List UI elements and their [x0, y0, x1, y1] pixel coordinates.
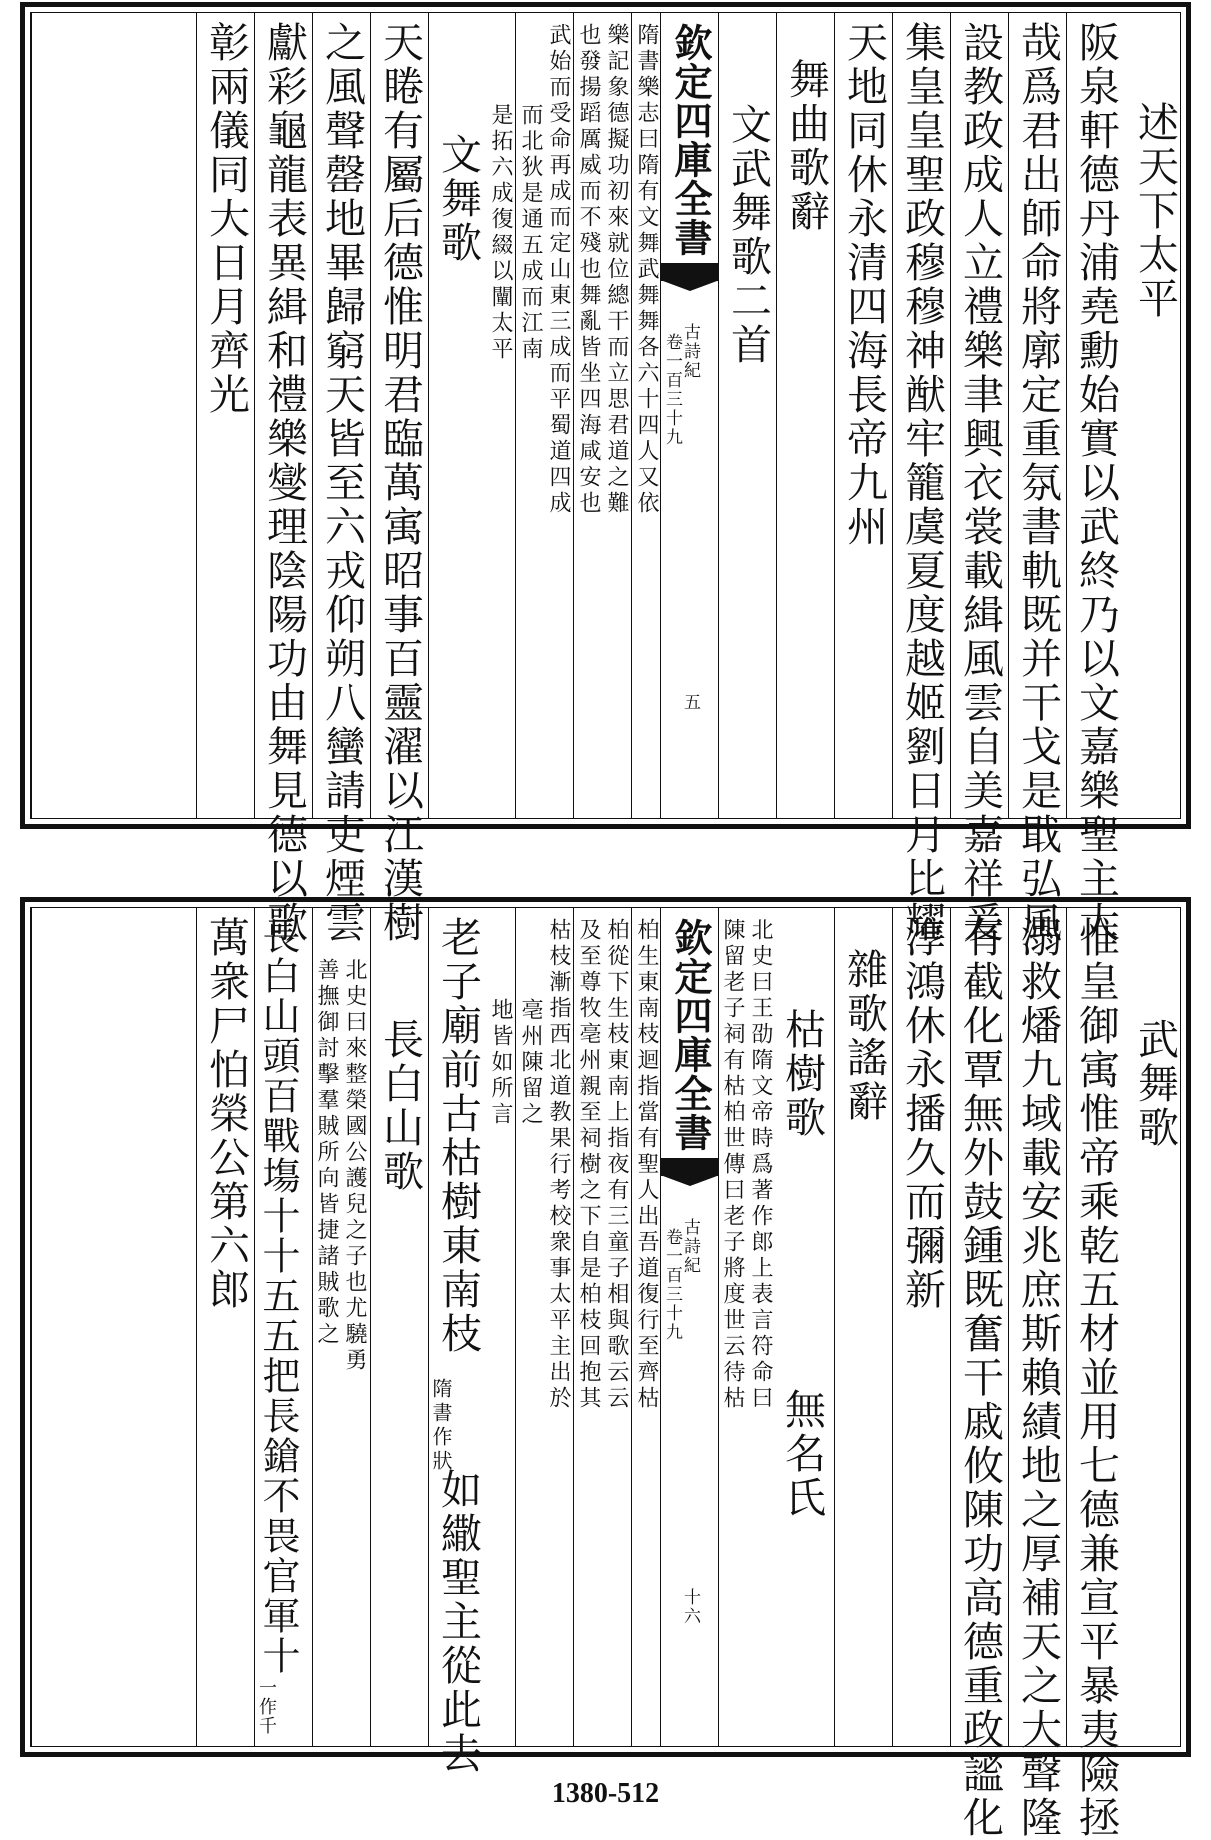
note-line: 是拓六成復綴以闡太平 [488, 103, 513, 363]
poem-title: 文舞歌 [434, 133, 482, 265]
column [254, 908, 312, 1746]
band-page-number: 十六 [680, 1588, 700, 1626]
note-line: 樂記象德擬功初來就位總干而立思君道之難 [604, 23, 629, 517]
poem-title: 長白山歌 [376, 1018, 424, 1194]
poem-title: 文武舞歌二首 [724, 103, 772, 367]
column [312, 13, 370, 945]
column [718, 908, 834, 1746]
column [196, 908, 254, 1746]
fish-tail-icon [661, 263, 718, 281]
column [950, 908, 1008, 1840]
section-heading: 雜歌謠辭 [840, 948, 888, 1124]
column [312, 908, 370, 1746]
verse-line: 彰兩儀同大日月齊光 [202, 21, 250, 417]
poem-title: 枯樹歌 [778, 1008, 826, 1140]
band-collection: 古詩紀 [680, 1218, 700, 1275]
center-band [660, 908, 718, 1746]
column [602, 13, 631, 818]
note-line: 枯枝漸指西北道教果行考校衆事太平主出於 [546, 918, 571, 1412]
note-line: 而北狄是通五成而江南 [518, 103, 543, 363]
note-line: 善撫御討擊羣賊所向皆捷諸賊歌之 [314, 958, 339, 1348]
column [602, 908, 631, 1746]
column [631, 908, 660, 1746]
fish-tail-icon [661, 1158, 718, 1176]
verse-line: 阪泉軒德丹浦堯勳始實以武終乃以文嘉樂聖主大 [1072, 21, 1120, 945]
section-heading: 舞曲歌辭 [782, 58, 830, 234]
column [776, 13, 834, 818]
verse-line: 獻彩龜龍表異緝和禮樂燮理陰陽功由舞見德以歌 [260, 21, 308, 945]
center-band [660, 13, 718, 818]
section-title: 述天下太平 [1131, 101, 1179, 321]
page-label: 1380-512 [551, 1778, 660, 1809]
top-page [20, 2, 1191, 945]
note-line: 柏從下生枝東南上指夜有三童子相與歌云云 [604, 918, 629, 1412]
column [1008, 13, 1066, 945]
poem-title: 武舞歌 [1131, 1018, 1179, 1150]
verse-line: 集皇皇聖政穆穆神猷牢籠虞夏度越姬劉日月比耀 [898, 21, 946, 945]
column [834, 13, 892, 818]
note-line: 也發揚蹈厲威而不殘也舞亂皆坐四海咸安也 [576, 23, 601, 517]
column [950, 13, 1008, 945]
column [370, 908, 428, 1746]
column [370, 13, 428, 945]
column [544, 908, 573, 1746]
note-line: 及至尊牧亳州親至祠樹之下自是柏枝回抱其 [576, 918, 601, 1412]
band-page-number: 五 [680, 693, 700, 712]
column [1008, 908, 1066, 1840]
variant-note: 一作千 [256, 1678, 277, 1735]
verse-line: 設教政成人立禮樂聿興衣裳載緝風雲自美嘉祥爰 [956, 21, 1004, 945]
column [486, 908, 515, 1746]
column [573, 908, 602, 1746]
verse-line: 天睠有屬后德惟明君臨萬㝢昭事百靈濯以江漢樹 [376, 21, 424, 945]
column [486, 13, 515, 818]
band-volume: 卷一百三十九 [662, 333, 682, 447]
band-collection: 古詩紀 [680, 323, 700, 380]
verse-line: 惟皇御㝢惟帝乘乾五材並用七德兼宣平暴夷險拯 [1072, 916, 1120, 1840]
column [515, 13, 544, 818]
verse-line: 天地同休永清四海長帝九州 [840, 21, 888, 549]
column [892, 13, 950, 945]
verse-line: 有截化覃無外鼓鍾既奮干戚攸陳功高德重政謐化 [956, 916, 1004, 1840]
column [834, 908, 892, 1746]
column [573, 13, 602, 818]
note-line: 北史曰來整榮國公護兒之子也尤驍勇 [342, 958, 367, 1374]
note-line: 隋書樂志曰隋有文舞武舞舞各六十四人又依 [634, 23, 659, 517]
column [515, 908, 544, 1746]
band-title: 欽定四庫全書 [668, 23, 713, 257]
verse-line: 之風聲罄地畢歸窮天皆至六戎仰朔八蠻請吏煙雲 [318, 21, 366, 945]
variant-note: 隋書作狀 [429, 1378, 453, 1474]
note-line: 柏生東南枝迴指當有聖人出吾道復行至齊枯 [634, 918, 659, 1412]
column [631, 13, 660, 818]
verse-line: 哉爲君出師命將廓定重氛書軌既并干戈是戢弘風 [1014, 21, 1062, 945]
column [428, 908, 486, 1776]
column [1066, 13, 1124, 945]
band-title: 欽定四庫全書 [668, 918, 713, 1152]
note-line: 北史曰王劭隋文帝時爲著作郎上表言符命曰 [748, 918, 773, 1412]
column [428, 13, 486, 818]
verse-line: 淳鴻休永播久而彌新 [898, 916, 946, 1312]
note-line: 亳州陳留之 [518, 998, 543, 1128]
column [892, 908, 950, 1746]
column [544, 13, 573, 818]
verse-line: 老子廟前古枯樹東南枝 [434, 916, 482, 1356]
column [31, 908, 196, 1746]
verse-line: 如繖聖主從此去 [434, 1468, 482, 1776]
poem-attribution: 無名氏 [778, 1388, 826, 1520]
band-volume: 卷一百三十九 [662, 1228, 682, 1342]
verse-line: 溺救燔九域載安兆庶斯賴績地之厚補天之大聲隆 [1014, 916, 1062, 1840]
column [196, 13, 254, 818]
note-line: 陳留老子祠有枯柏世傳曰老子將度世云待枯 [720, 918, 745, 1412]
column [1124, 13, 1182, 818]
verse-line: 長白山頭百戰塲十十五五把長鎗不畏官軍十 [256, 916, 300, 1676]
note-line: 地皆如所言 [488, 998, 513, 1128]
note-line: 武始而受命再成而定山東三成而平蜀道四成 [546, 23, 571, 517]
column [1066, 908, 1124, 1840]
column [1124, 908, 1182, 1746]
verse-line: 萬衆尸怕榮公第六郎 [202, 916, 250, 1312]
column [254, 13, 312, 945]
column [718, 13, 776, 818]
column [31, 13, 196, 818]
